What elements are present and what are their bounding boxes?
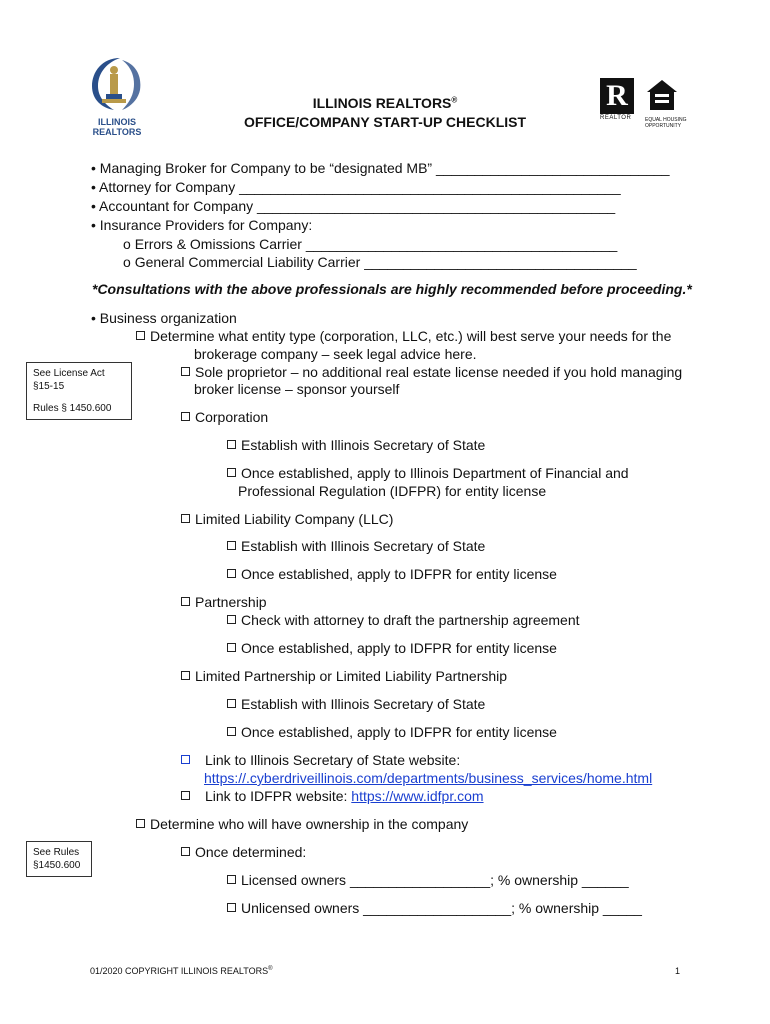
checklist-corporation[interactable]: Corporation: [181, 409, 268, 426]
checkbox-icon[interactable]: [227, 440, 236, 449]
checkbox-icon[interactable]: [227, 875, 236, 884]
determine-entity-line-2: brokerage company – seek legal advice here.: [194, 346, 477, 362]
checklist-limited-partnership[interactable]: Limited Partnership or Limited Liability Partnership: [181, 668, 507, 685]
checkbox-icon[interactable]: [136, 331, 145, 340]
bullet-attorney: • Attorney for Company _________________________________________________: [91, 179, 621, 195]
checkbox-icon[interactable]: [181, 671, 190, 680]
checklist-sole-proprietor[interactable]: Sole proprietor – no additional real estate license needed if you hold managing: [181, 364, 682, 381]
checklist-corp-apply[interactable]: Once established, apply to Illinois Department of Financial and: [227, 465, 629, 482]
checklist-llc[interactable]: Limited Liability Company (LLC): [181, 511, 393, 528]
checklist-corp-establish[interactable]: Establish with Illinois Secretary of State: [227, 437, 485, 454]
checkbox-icon[interactable]: [227, 643, 236, 652]
equal-housing-logo: [645, 78, 693, 128]
bullet-insurance: • Insurance Providers for Company:: [91, 217, 313, 233]
checklist-once-determined[interactable]: Once determined:: [181, 844, 306, 861]
checkbox-icon[interactable]: [227, 615, 236, 624]
checkbox-icon[interactable]: [227, 468, 236, 477]
equal-housing-text: EQUAL HOUSING OPPORTUNITY: [645, 117, 687, 129]
equal-housing-icon: [645, 78, 679, 112]
realtor-r-icon: R: [600, 78, 634, 114]
checkbox-icon[interactable]: [227, 699, 236, 708]
bullet-accountant: • Accountant for Company ______________________________________________: [91, 198, 616, 214]
checklist-llc-establish[interactable]: Establish with Illinois Secretary of State: [227, 538, 485, 555]
logo-text-realtors: REALTORS: [92, 127, 142, 137]
side-note-text: See License Act: [33, 368, 105, 379]
checklist-idfpr-link: Link to IDFPR website: https://www.idfpr.com: [181, 788, 484, 805]
checklist-partnership[interactable]: Partnership: [181, 594, 267, 611]
footer-copyright: 01/2020 COPYRIGHT ILLINOIS REALTORS®: [90, 966, 273, 976]
realtor-logo: [600, 78, 638, 128]
checkbox-icon[interactable]: [181, 367, 190, 376]
checkbox-icon[interactable]: [136, 819, 145, 828]
logo-text-illinois: ILLINOIS: [98, 117, 136, 127]
consultation-note: *Consultations with the above professionals are highly recommended before proceeding.*: [92, 281, 692, 297]
checklist-lp-apply[interactable]: Once established, apply to IDFPR for entity license: [227, 724, 557, 741]
checkbox-icon[interactable]: [181, 514, 190, 523]
page-number: 1: [675, 966, 681, 976]
checklist-llc-apply[interactable]: Once established, apply to IDFPR for entity license: [227, 566, 557, 583]
checklist-sos-link: Link to Illinois Secretary of State website:: [181, 752, 460, 769]
checklist-partnership-apply[interactable]: Once established, apply to IDFPR for entity license: [227, 640, 557, 657]
checkbox-icon[interactable]: [227, 903, 236, 912]
checkbox-icon[interactable]: [181, 755, 190, 764]
sole-proprietor-line-2: broker license – sponsor yourself: [194, 381, 400, 397]
checkbox-icon[interactable]: [181, 412, 190, 421]
sub-bullet-general-liability: o General Commercial Liability Carrier ___________________________________: [123, 254, 637, 270]
bullet-managing-broker: • Managing Broker for Company to be “designated MB” ______________________________: [91, 160, 670, 176]
page-title: [185, 95, 585, 111]
side-note-text: §15-15: [33, 381, 65, 392]
checkbox-icon[interactable]: [227, 541, 236, 550]
checkbox-icon[interactable]: [227, 569, 236, 578]
side-note-text: §1450.600: [33, 860, 81, 871]
title-registered-mark: ®: [451, 95, 458, 105]
corp-apply-line-2: Professional Regulation (IDFPR) for entity license: [238, 483, 547, 499]
side-note-text: Rules § 1450.600: [33, 403, 112, 414]
checklist-ownership[interactable]: Determine who will have ownership in the company: [136, 816, 468, 833]
checkbox-icon[interactable]: [181, 791, 190, 800]
illinois-realtors-logo: [82, 52, 152, 137]
sub-bullet-errors-omissions: o Errors & Omissions Carrier ________________________________________: [123, 236, 618, 252]
side-note-text: See Rules: [33, 847, 80, 858]
realtor-wordmark: REALTOR: [600, 115, 632, 121]
checklist-unlicensed-owners[interactable]: Unlicensed owners ___________________; % ownership _____: [227, 900, 642, 917]
checklist-licensed-owners[interactable]: Licensed owners __________________; % ownership ______: [227, 872, 629, 889]
page-subtitle: OFFICE/COMPANY START-UP CHECKLIST: [243, 114, 527, 130]
side-note-license-act: [26, 362, 132, 420]
sos-website-link[interactable]: https://.cyberdriveillinois.com/departments/business_services/home.html: [204, 770, 653, 786]
title-line-1: ILLINOIS REALTORS: [312, 95, 452, 111]
idfpr-website-link[interactable]: https://www.idfpr.com: [351, 788, 484, 804]
checkbox-icon[interactable]: [227, 727, 236, 736]
checklist-partnership-agreement[interactable]: Check with attorney to draft the partnership agreement: [227, 612, 580, 629]
checkbox-icon[interactable]: [181, 597, 190, 606]
bullet-business-organization: • Business organization: [91, 310, 237, 326]
checklist-determine-entity[interactable]: Determine what entity type (corporation, LLC, etc.) will best serve your needs for the: [136, 328, 671, 345]
checkbox-icon[interactable]: [181, 847, 190, 856]
checklist-lp-establish[interactable]: Establish with Illinois Secretary of State: [227, 696, 485, 713]
side-note-rules: [26, 841, 92, 877]
lincoln-statue-icon: [82, 52, 152, 112]
